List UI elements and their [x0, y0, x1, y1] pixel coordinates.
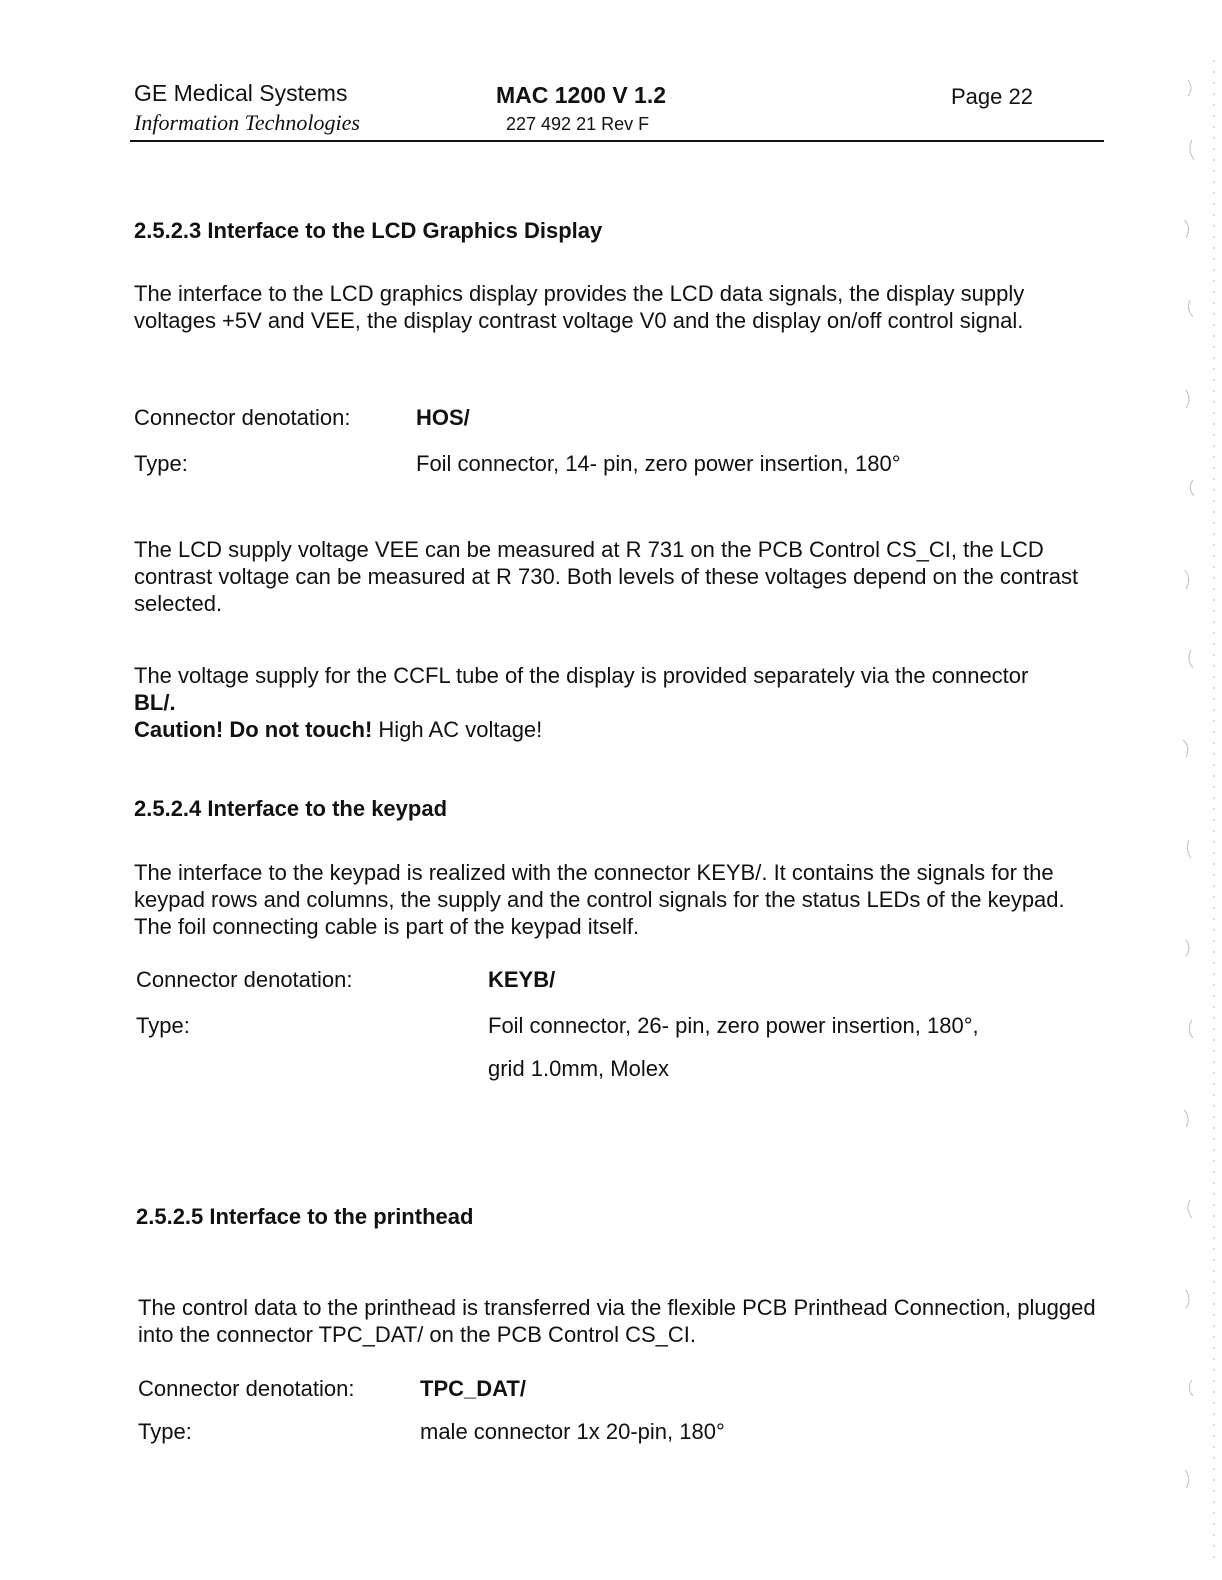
printhead-connector-label: Connector denotation:	[138, 1376, 355, 1401]
printhead-type-value: male connector 1x 20-pin, 180°	[420, 1419, 725, 1444]
keypad-type-label: Type:	[136, 1013, 190, 1038]
section-printhead-intro: The control data to the printhead is transferred via the flexible PCB Printhead Connection, plugged into the connector TPC_DAT/ on the PCB Control CS_CI.	[138, 1295, 1096, 1347]
lcd-connector-label: Connector denotation:	[134, 405, 351, 430]
lcd-connector-value: HOS/	[416, 405, 470, 430]
printhead-type-label: Type:	[138, 1419, 192, 1444]
scan-edge-noise	[1168, 60, 1218, 1560]
section-keypad-heading: 2.5.2.4 Interface to the keypad	[134, 796, 448, 821]
header-rule	[130, 140, 1104, 142]
keypad-type-value-1: Foil connector, 26- pin, zero power insertion, 180°,	[488, 1013, 979, 1038]
keypad-connector-value: KEYB/	[488, 967, 556, 992]
lcd-type-value: Foil connector, 14- pin, zero power insertion, 180°	[416, 451, 901, 476]
header-product: MAC 1200 V 1.2	[496, 82, 667, 108]
section-lcd-heading: 2.5.2.3 Interface to the LCD Graphics Display	[134, 218, 603, 243]
header-page-number: Page 22	[951, 84, 1033, 109]
lcd-ccfl-paragraph	[134, 662, 1034, 716]
section-lcd-intro: The interface to the LCD graphics display provides the LCD data signals, the display supply voltages +5V and VEE, the display contrast voltage V0 and the display on/off control signal.	[134, 281, 1025, 333]
lcd-caution	[134, 716, 542, 743]
header-company: GE Medical Systems	[134, 80, 348, 106]
lcd-measure-text: The LCD supply voltage VEE can be measured at R 731 on the PCB Control CS_CI, the LCD contrast voltage can be measured at R 730. Both levels of these voltages depend on the contrast selected.	[134, 537, 1079, 616]
section-printhead-heading: 2.5.2.5 Interface to the printhead	[136, 1204, 474, 1229]
header-doc-number: 227 492 21 Rev F	[506, 114, 650, 134]
lcd-type-label: Type:	[134, 451, 188, 476]
lcd-ccfl-text: The voltage supply for the CCFL tube of the display is provided separately via the connector	[134, 663, 1029, 688]
section-keypad-intro: The interface to the keypad is realized with the connector KEYB/. It contains the signals for the keypad rows and columns, the supply and the control signals for the status LEDs of the keypad. The foil connecting cable is part of the keypad itself.	[134, 860, 1065, 939]
lcd-caution-text: High AC voltage!	[378, 717, 543, 742]
lcd-ccfl-connector: BL/.	[134, 690, 176, 715]
keypad-connector-label: Connector denotation:	[136, 967, 353, 992]
header-division: Information Technologies	[134, 110, 360, 135]
lcd-caution-label: Caution! Do not touch!	[134, 717, 373, 742]
keypad-type-value-2: grid 1.0mm, Molex	[488, 1056, 669, 1081]
printhead-connector-value: TPC_DAT/	[420, 1376, 526, 1401]
